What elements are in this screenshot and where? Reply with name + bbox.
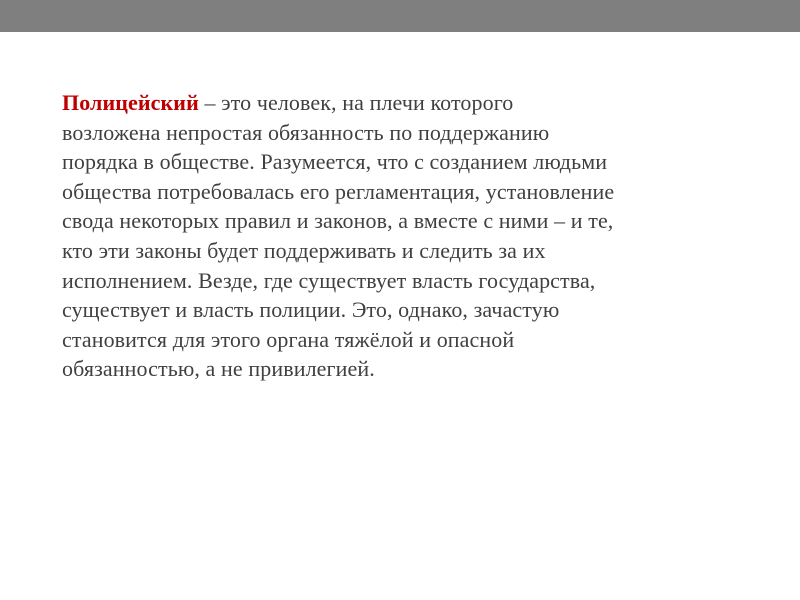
body-paragraph	[62, 88, 742, 384]
paragraph-line-9: становится для этого органа тяжёлой и опасной	[62, 326, 515, 352]
paragraph-line-1-rest: – это человек, на плечи которого	[198, 90, 514, 115]
paragraph-line-3: порядка в обществе. Разумеется, что с созданием людьми	[62, 149, 608, 175]
paragraph-line-6: кто эти законы будет поддерживать и следить за их	[62, 237, 546, 263]
paragraph-line-5: свода некоторых правил и законов, а вместе с ними – и те,	[62, 208, 614, 234]
paragraph-line-7: исполнением. Везде, где существует власть государства,	[62, 267, 596, 293]
paragraph-line-2: возложена непростая обязанность по поддержанию	[62, 119, 550, 145]
paragraph-line-1	[62, 88, 742, 118]
paragraph-line-4: общества потребовалась его регламентация, установление	[62, 178, 615, 204]
top-bar	[0, 0, 800, 32]
paragraph-line-8: существует и власть полиции. Это, однако, зачастую	[62, 297, 560, 323]
paragraph-line-10: обязанностью, а не привилегией.	[62, 356, 375, 382]
term-highlight: Полицейский	[62, 90, 199, 115]
